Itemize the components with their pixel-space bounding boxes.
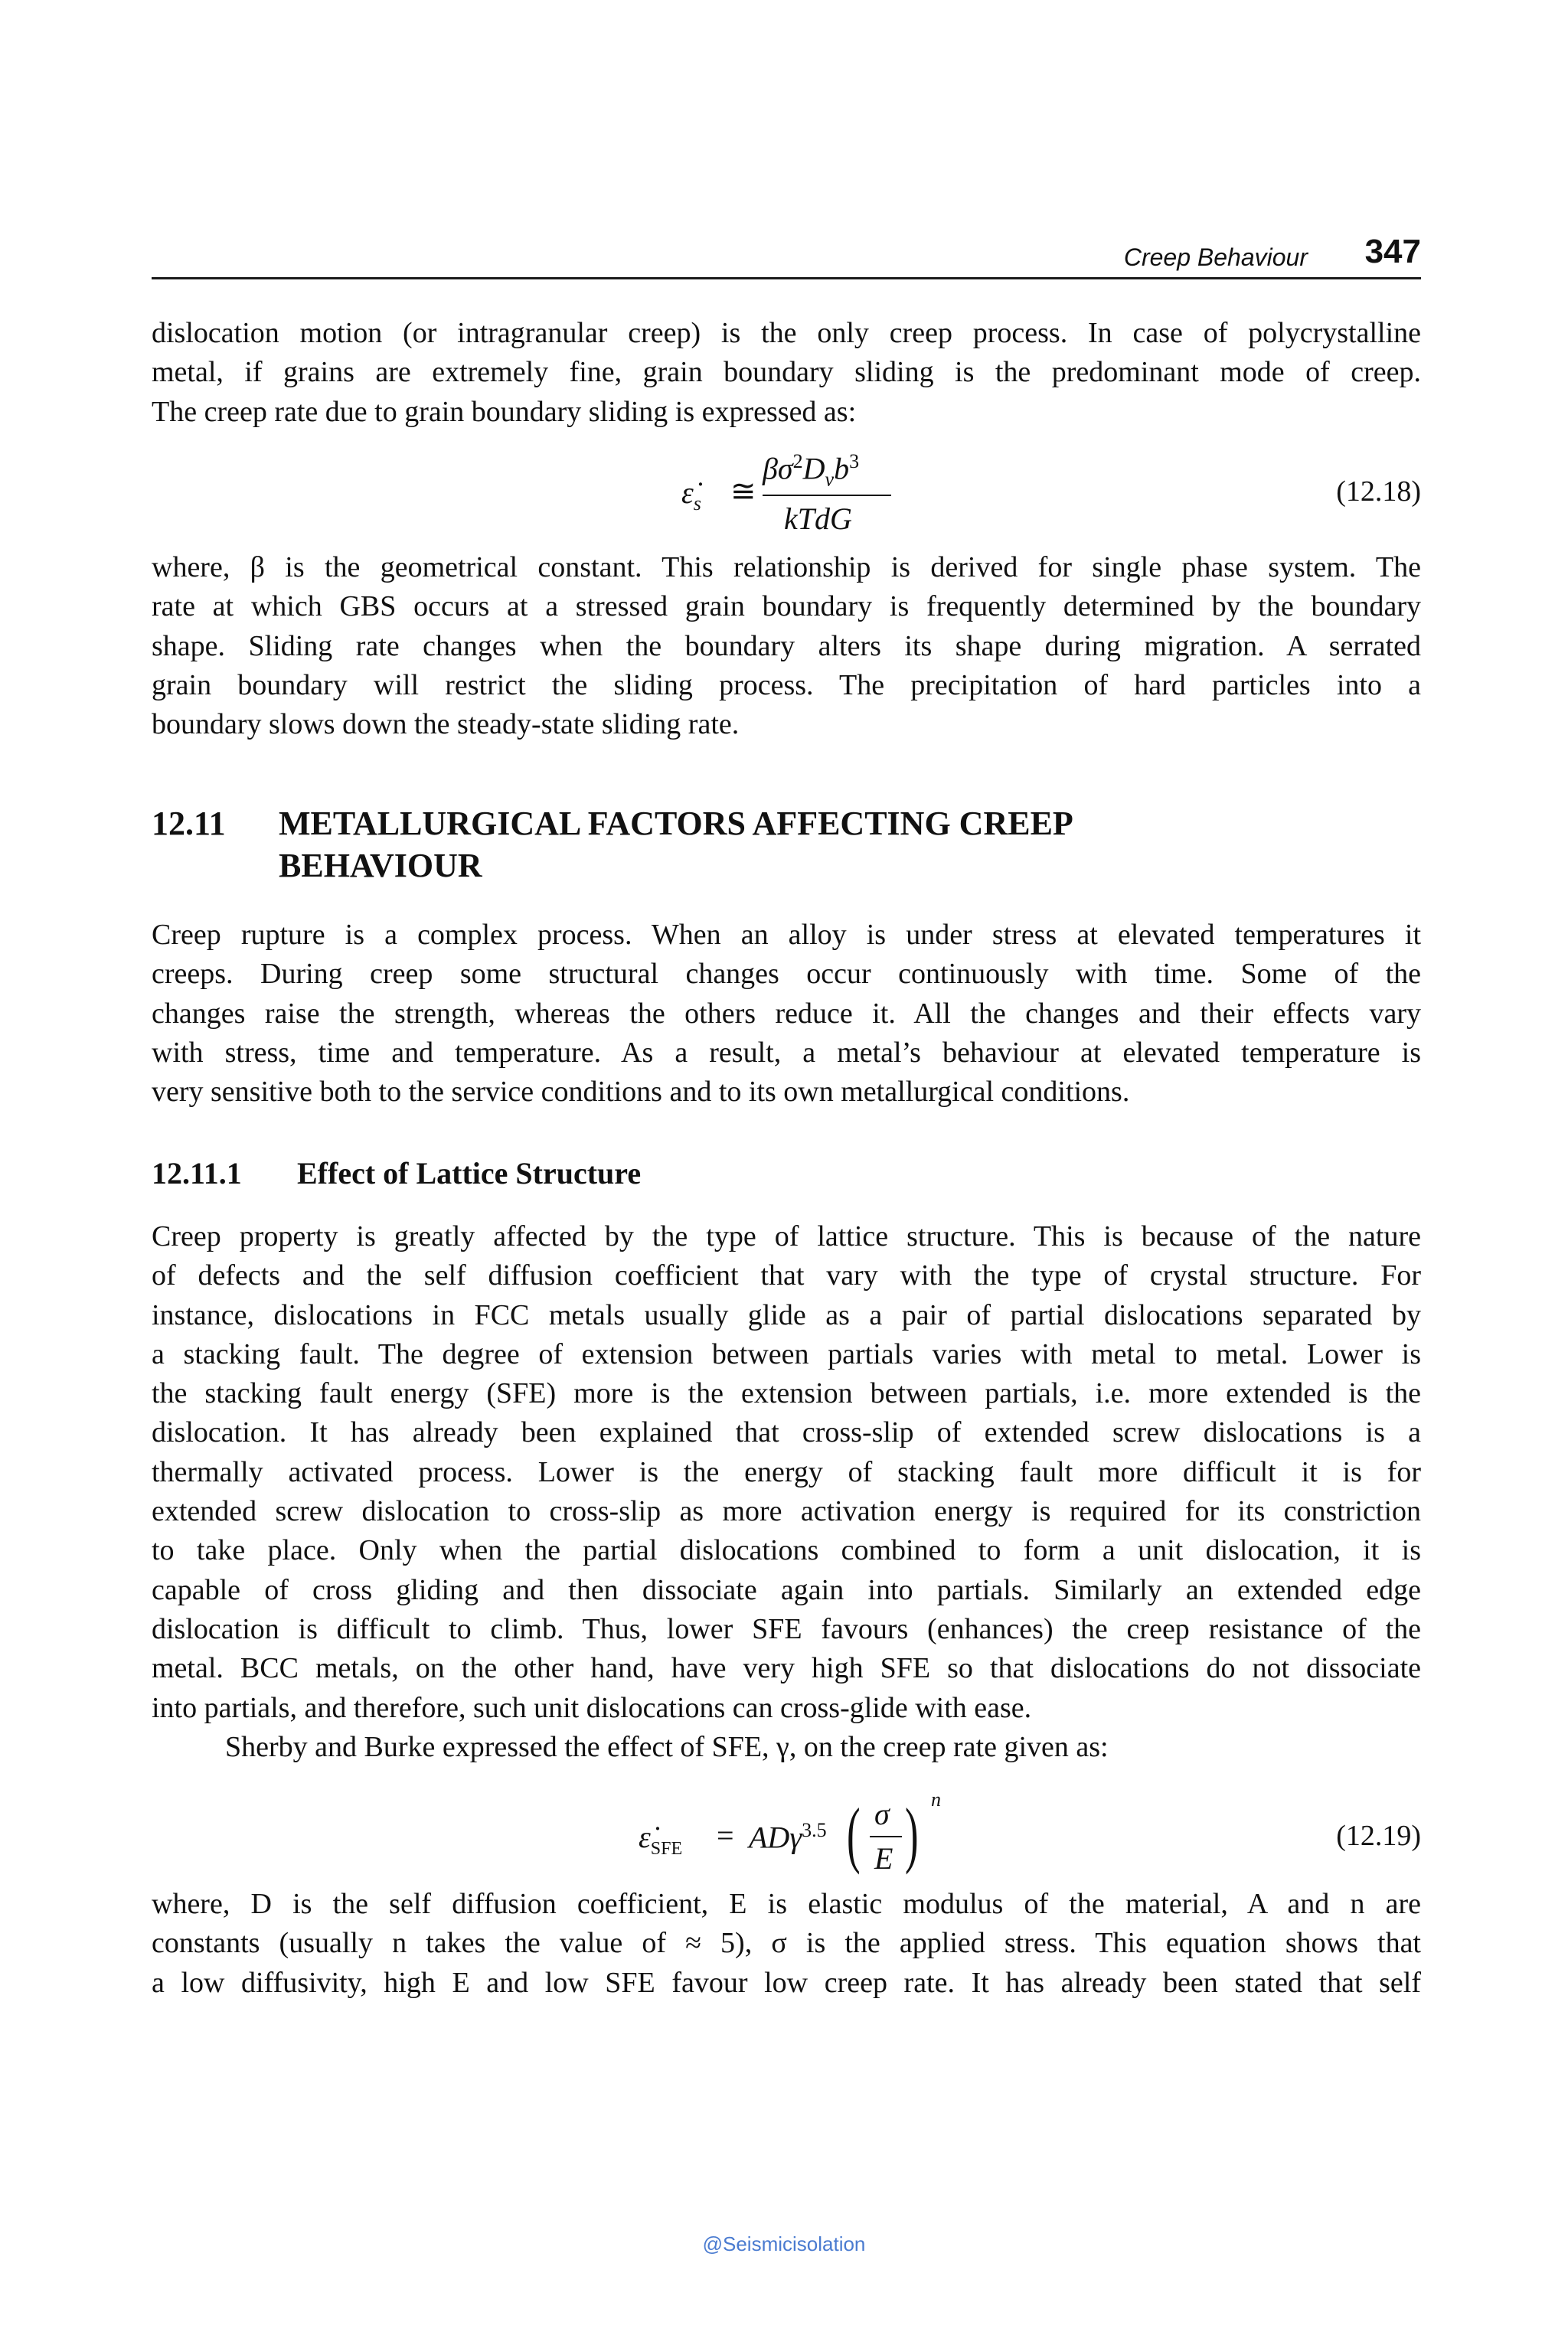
- text-line: of defects and the self diffusion coefficient that vary with the type of crystal structure. For: [152, 1259, 1421, 1292]
- page-number: 347: [1364, 233, 1421, 270]
- text-line: dislocation. It has already been explained that cross-slip of extended screw dislocations is a: [152, 1416, 1421, 1449]
- section-title-line2: BEHAVIOUR: [279, 847, 482, 884]
- text-line: boundary slows down the steady-state sliding rate.: [152, 708, 740, 741]
- equation-rhs: ADγ$^{3.5}$: [749, 1819, 827, 1855]
- equation-relation: =: [717, 1818, 734, 1853]
- equation-lhs: $\varepsiloṅ_s$: [681, 475, 701, 514]
- subsection-heading: [152, 1154, 1421, 1193]
- equation-exponent: n: [931, 1788, 941, 1811]
- text-line: to take place. Only when the partial dislocations combined to form a unit dislocation, it is: [152, 1534, 1421, 1567]
- section-title-line1: METALLURGICAL FACTORS AFFECTING CREEP: [279, 805, 1073, 842]
- text-line: dislocation is difficult to climb. Thus, lower SFE favours (enhances) the creep resistance of the: [152, 1612, 1421, 1645]
- text-line: dislocation motion (or intragranular creep) is the only creep process. In case of polycrystalline: [152, 317, 1421, 349]
- text-line: with stress, time and temperature. As a result, a metal’s behaviour at elevated temperature is: [152, 1036, 1421, 1069]
- equation-12-19: [152, 1788, 1421, 1880]
- paragraph-lattice-structure: [152, 1217, 1421, 1767]
- text-line: constants (usually n takes the value of ≈ 5), σ is the applied stress. This equation shows that: [152, 1927, 1421, 1960]
- text-line: rate at which GBS occurs at a stressed grain boundary is frequently determined by the boundary: [152, 590, 1421, 623]
- equation-number: (12.18): [1336, 475, 1421, 508]
- section-number: 12.11: [152, 805, 226, 842]
- equation-relation: ≅: [730, 474, 756, 508]
- paragraph-intro: [152, 314, 1421, 432]
- text-line: metal, if grains are extremely fine, grain boundary sliding is the predominant mode of creep.: [152, 356, 1421, 389]
- running-header: [152, 230, 1421, 279]
- text-line: where, D is the self diffusion coefficient, E is elastic modulus of the material, A and n are: [152, 1888, 1421, 1920]
- text-line: a stacking fault. The degree of extension between partials varies with metal to metal. Lower is: [152, 1337, 1421, 1370]
- fraction-bar: [870, 1836, 902, 1837]
- paragraph-creep-rupture: [152, 916, 1421, 1112]
- fraction-bar: [763, 495, 891, 496]
- text-line: into partials, and therefore, such unit dislocations can cross-glide with ease.: [152, 1691, 1032, 1724]
- text-line: instance, dislocations in FCC metals usually glide as a pair of partial dislocations separated by: [152, 1298, 1421, 1331]
- left-paren: (: [847, 1793, 861, 1875]
- subsection-title: Effect of Lattice Structure: [297, 1156, 642, 1190]
- text-line: a low diffusivity, high E and low SFE favour low creep rate. It has already been stated that self: [152, 1966, 1421, 1999]
- watermark: @Seismicisolation: [702, 2232, 866, 2255]
- text-line: grain boundary will restrict the sliding process. The precipitation of hard particles into a: [152, 668, 1421, 701]
- text-line: shape. Sliding rate changes when the boundary alters its shape during migration. A serrated: [152, 629, 1421, 662]
- equation-lhs: $\varepsiloṅ_{SFE}$: [639, 1820, 683, 1859]
- text-line: the stacking fault energy (SFE) more is the extension between partials, i.e. more extended is the: [152, 1377, 1421, 1410]
- running-title: Creep Behaviour: [1123, 243, 1308, 271]
- fraction-numerator: $\beta\sigma^2D_vb^3$: [763, 450, 860, 491]
- subsection-number: 12.11.1: [152, 1156, 242, 1190]
- paragraph-sfe-explanation: [152, 1885, 1421, 2003]
- text-line: changes raise the strength, whereas the others reduce it. All the changes and their effects vary: [152, 997, 1421, 1030]
- text-line: very sensitive both to the service conditions and to its own metallurgical conditions.: [152, 1076, 1130, 1109]
- fraction-denominator: E: [874, 1841, 893, 1876]
- text-line: capable of cross gliding and then dissociate again into partials. Similarly an extended edge: [152, 1573, 1421, 1606]
- paragraph-gbs: [152, 548, 1421, 744]
- fraction-numerator: σ: [874, 1797, 890, 1831]
- section-heading: [152, 802, 1421, 887]
- text-line: Sherby and Burke expressed the effect of SFE, γ, on the creep rate given as:: [225, 1730, 1109, 1763]
- text-line: extended screw dislocation to cross-slip as more activation energy is required for its constriction: [152, 1495, 1421, 1528]
- text-line: where, β is the geometrical constant. This relationship is derived for single phase system. The: [152, 551, 1421, 583]
- text-line: Creep rupture is a complex process. When an alloy is under stress at elevated temperatures it: [152, 919, 1421, 951]
- text-line: metal. BCC metals, on the other hand, have very high SFE so that dislocations do not dissociate: [152, 1652, 1421, 1685]
- equation-number: (12.19): [1336, 1820, 1421, 1852]
- text-line: creeps. During creep some structural changes occur continuously with time. Some of the: [152, 958, 1421, 991]
- fraction-denominator: kTdG: [784, 501, 852, 536]
- text-line: thermally activated process. Lower is the energy of stacking fault more difficult it is for: [152, 1455, 1421, 1488]
- text-line: The creep rate due to grain boundary sliding is expressed as:: [152, 395, 857, 428]
- right-paren: ): [905, 1793, 919, 1875]
- equation-12-18: [152, 450, 1421, 542]
- text-line: Creep property is greatly affected by the type of lattice structure. This is because of the nature: [152, 1220, 1421, 1252]
